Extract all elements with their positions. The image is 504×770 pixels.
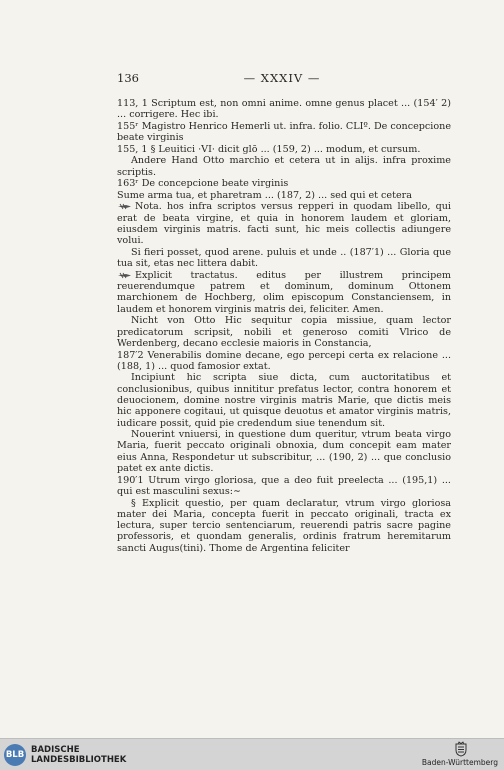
text-paragraph: [117, 498, 451, 554]
text-paragraph: [117, 190, 451, 201]
text-paragraph: [117, 155, 451, 178]
paragraph-text: 155ʳ Magistro Henrico Hemerli ut. infra. folio. CLIº. De concepcione beate virginis: [117, 120, 451, 144]
paragraph-text: § Explicit questio, per quam declaratur, vtrum virgo gloriosa mater dei Maria, concepta fuerit in peccato originali, tracta ex lectura, super tercio sentenciarum, reuerendi patris sacre pagine professoris, et quondam generalis, ordinis fratrum heremitarum sancti Augus(tini). Thome de Argentina feliciter: [117, 497, 451, 554]
paragraph-text: Sume arma tua, et pharetram ... (187, 2) ... sed qui et cetera: [117, 189, 412, 201]
pointing-hand-icon: [117, 272, 132, 279]
running-title: — XXXIV —: [243, 71, 321, 85]
paragraph-text: Nicht von Otto Hic sequitur copia missiue, quam lector predicatorum scripsit, nobili et generoso comiti Vlrico de Werdenberg, decano ecclesie maioris in Constancia,: [117, 315, 451, 349]
pointing-hand-icon: [117, 203, 132, 210]
text-paragraph: [117, 475, 451, 498]
paragraph-text: 187′2 Venerabilis domine decane, ego percepi certa ex relacione ... (188, 1) ... quod famosior extat.: [117, 349, 451, 372]
paragraph-text: 155, 1 § Leuitici ·VI· dicit glō ... (159, 2) ... modum, et cursum.: [117, 143, 421, 155]
text-paragraph: [117, 121, 451, 144]
coat-of-arms-icon: [454, 741, 468, 757]
text-paragraph: [117, 270, 451, 315]
paragraph-text: 163ʳ De concepcione beate virginis: [117, 178, 289, 190]
paragraph-text: Nouerint vniuersi, in questione dum queritur, vtrum beata virgo Maria, fuerit peccato originali obnoxia, dum concepit eam mater eius Anna, Respondetur ut subscribitur, ... (190, 2) ... que conclusio patet ex ante dictis.: [117, 429, 451, 475]
body-text: [117, 98, 451, 554]
paragraph-text: Explicit tractatus. editus per illustrem principem reuerendumque patrem et dominum, dominum Ottonem marchionem de Hochberg, olim episcopum Constanciensem, in laudem et honorem virginis matris dei, feliciter. Amen.: [117, 269, 451, 315]
text-paragraph: [117, 144, 451, 155]
text-paragraph: [117, 350, 451, 373]
paragraph-text: 190′1 Utrum virgo gloriosa, que a deo fuit preelecta ... (195,1) ... qui est masculini sexus:∼: [117, 474, 451, 497]
text-paragraph: [117, 178, 451, 189]
text-paragraph: [117, 429, 451, 474]
page-number: 136: [117, 71, 139, 85]
text-paragraph: [117, 201, 451, 246]
library-name[interactable]: [31, 745, 126, 765]
text-paragraph: [117, 372, 451, 428]
blb-logo-icon[interactable]: BLB: [4, 744, 26, 766]
text-paragraph: [117, 247, 451, 270]
text-paragraph: [117, 98, 451, 121]
library-name-line2: LANDESBIBLIOTHEK: [31, 755, 127, 765]
paragraph-text: 113, 1 Scriptum est, non omni anime. omne genus placet ... (154′ 2) ... corrigere. Hec ibi.: [117, 98, 451, 121]
region-label: Baden-Württemberg: [421, 758, 498, 767]
paragraph-text: Nota. hos infra scriptos versus repperi in quodam libello, qui erat de beata virgine, et quia in honorem laudem et gloriam, eiusdem virginis matris. facti sunt, hic meis collectis adiungere volui.: [117, 201, 451, 247]
footer-bar: [0, 738, 504, 770]
text-paragraph: [117, 315, 451, 349]
library-name-line1: BADISCHE: [31, 745, 80, 755]
paragraph-text: Incipiunt hic scripta siue dicta, cum auctoritatibus et conclusionibus, quibus innititur prefatus lector, contra honorem et deuocionem, domine nostre virginis matris Marie, que dictis meis hic apponere cogitaui, ut quisque deuotus et amator virginis matris, iudicare possit, quid pie credendum siue tenendum sit.: [117, 372, 451, 429]
paragraph-text: Si fieri posset, quod arene. puluis et unde .. (187′1) ... Gloria que tua sit, etas nec littera dabit.: [117, 246, 451, 270]
page-header: [117, 71, 447, 87]
paragraph-text: Andere Hand Otto marchio et cetera ut in alijs. infra proxime scriptis.: [117, 155, 451, 178]
